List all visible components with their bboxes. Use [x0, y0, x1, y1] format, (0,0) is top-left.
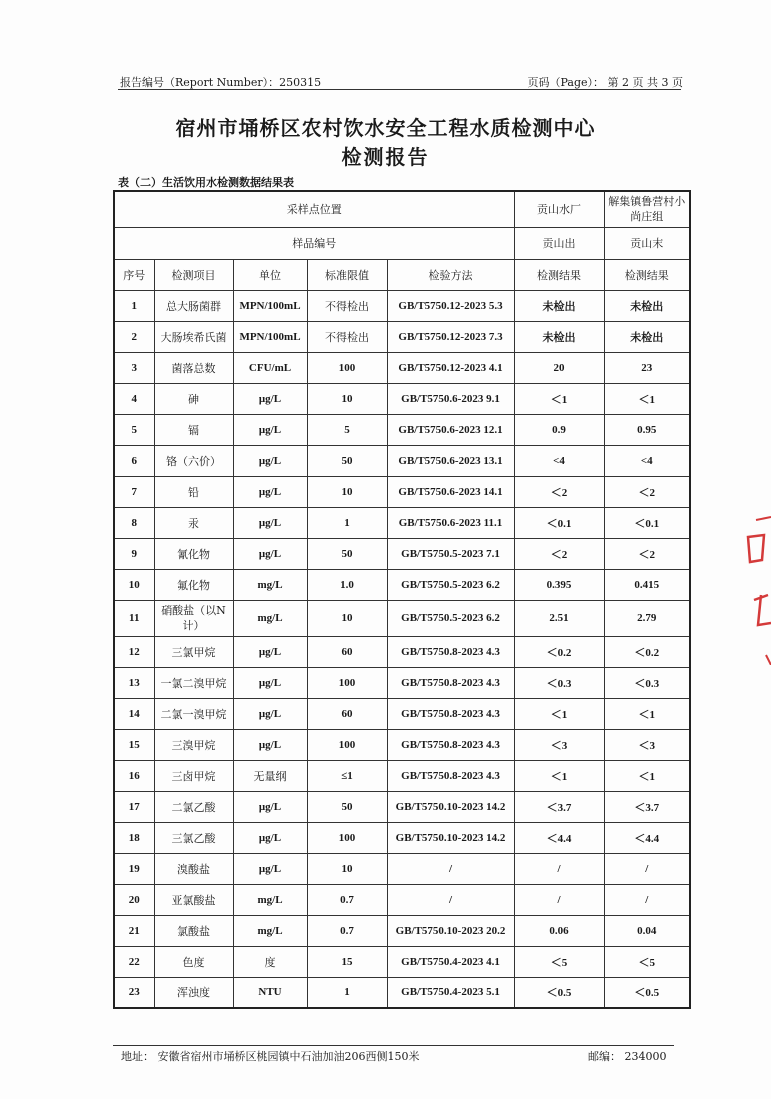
test-method: GB/T5750.12-2023 7.3 — [387, 321, 514, 352]
unit: μg/L — [233, 822, 307, 853]
footer-postcode: 邮编： 234000 — [588, 1050, 667, 1063]
standard-limit: 60 — [307, 698, 387, 729]
unit: μg/L — [233, 507, 307, 538]
header-divider — [118, 89, 681, 90]
result-2: ＜3.7 — [604, 791, 690, 822]
test-method: GB/T5750.6-2023 13.1 — [387, 445, 514, 476]
result-2: ＜1 — [604, 760, 690, 791]
row-index: 19 — [114, 853, 154, 884]
result-2: ＜1 — [604, 383, 690, 414]
unit: μg/L — [233, 698, 307, 729]
item-name: 溴酸盐 — [154, 853, 233, 884]
standard-limit: 100 — [307, 667, 387, 698]
result-2: ＜5 — [604, 946, 690, 977]
result-2: ＜2 — [604, 476, 690, 507]
report-header — [118, 72, 683, 90]
standard-limit: 5 — [307, 414, 387, 445]
standard-limit: 不得检出 — [307, 321, 387, 352]
sample-id-1: 贡山出 — [514, 227, 604, 259]
item-name: 三氯甲烷 — [154, 636, 233, 667]
row-index: 11 — [114, 600, 154, 636]
row-index: 13 — [114, 667, 154, 698]
test-method: GB/T5750.8-2023 4.3 — [387, 667, 514, 698]
standard-limit: 50 — [307, 445, 387, 476]
row-index: 1 — [114, 290, 154, 321]
item-name: 大肠埃希氏菌 — [154, 321, 233, 352]
unit: CFU/mL — [233, 352, 307, 383]
test-method: GB/T5750.8-2023 4.3 — [387, 729, 514, 760]
table-row — [114, 636, 690, 667]
result-1: / — [514, 884, 604, 915]
col-header-result-2: 检测结果 — [604, 259, 690, 290]
test-method: / — [387, 884, 514, 915]
result-2: / — [604, 853, 690, 884]
item-name: 镉 — [154, 414, 233, 445]
row-index: 21 — [114, 915, 154, 946]
result-1: 0.395 — [514, 569, 604, 600]
item-name: 色度 — [154, 946, 233, 977]
table-row — [114, 476, 690, 507]
table-row — [114, 977, 690, 1008]
col-header-unit: 单位 — [233, 259, 307, 290]
row-index: 10 — [114, 569, 154, 600]
result-2: ＜0.5 — [604, 977, 690, 1008]
item-name: 氟化物 — [154, 569, 233, 600]
standard-limit: 0.7 — [307, 884, 387, 915]
unit: MPN/100mL — [233, 290, 307, 321]
standard-limit: 10 — [307, 600, 387, 636]
row-index: 6 — [114, 445, 154, 476]
table-row — [114, 915, 690, 946]
standard-limit: 0.7 — [307, 915, 387, 946]
result-2: 0.95 — [604, 414, 690, 445]
result-2: 未检出 — [604, 290, 690, 321]
standard-limit: ≤1 — [307, 760, 387, 791]
document-subtitle: 检测报告 — [341, 145, 430, 169]
test-method: GB/T5750.6-2023 12.1 — [387, 414, 514, 445]
test-method: GB/T5750.8-2023 4.3 — [387, 760, 514, 791]
test-method: GB/T5750.4-2023 4.1 — [387, 946, 514, 977]
result-1: 20 — [514, 352, 604, 383]
unit: mg/L — [233, 915, 307, 946]
row-index: 22 — [114, 946, 154, 977]
table-row — [114, 445, 690, 476]
result-1: 0.06 — [514, 915, 604, 946]
results-table — [113, 190, 691, 1009]
row-index: 2 — [114, 321, 154, 352]
test-method: GB/T5750.5-2023 6.2 — [387, 569, 514, 600]
standard-limit: 50 — [307, 538, 387, 569]
result-1: <4 — [514, 445, 604, 476]
unit: μg/L — [233, 414, 307, 445]
result-2: 2.79 — [604, 600, 690, 636]
table-row — [114, 414, 690, 445]
unit: MPN/100mL — [233, 321, 307, 352]
test-method: GB/T5750.6-2023 9.1 — [387, 383, 514, 414]
table-row — [114, 791, 690, 822]
item-name: 三氯乙酸 — [154, 822, 233, 853]
unit: mg/L — [233, 884, 307, 915]
table-row — [114, 538, 690, 569]
result-2: ＜1 — [604, 698, 690, 729]
table-row — [114, 884, 690, 915]
unit: 度 — [233, 946, 307, 977]
unit: μg/L — [233, 667, 307, 698]
standard-limit: 100 — [307, 729, 387, 760]
row-index: 3 — [114, 352, 154, 383]
item-name: 总大肠菌群 — [154, 290, 233, 321]
table-row — [114, 352, 690, 383]
row-index: 23 — [114, 977, 154, 1008]
result-1: ＜2 — [514, 538, 604, 569]
table-row — [114, 569, 690, 600]
standard-limit: 1 — [307, 507, 387, 538]
document-title: 宿州市埇桥区农村饮水安全工程水质检测中心 — [175, 116, 596, 140]
unit: NTU — [233, 977, 307, 1008]
report-number: 报告编号（Report Number）：250315 — [120, 76, 322, 89]
result-1: 0.9 — [514, 414, 604, 445]
item-name: 砷 — [154, 383, 233, 414]
result-1: 未检出 — [514, 290, 604, 321]
test-method: GB/T5750.12-2023 4.1 — [387, 352, 514, 383]
test-method: GB/T5750.4-2023 5.1 — [387, 977, 514, 1008]
unit: μg/L — [233, 538, 307, 569]
unit: μg/L — [233, 729, 307, 760]
sample-id-row — [114, 227, 690, 259]
result-2: 0.415 — [604, 569, 690, 600]
item-name: 浑浊度 — [154, 977, 233, 1008]
result-1: 未检出 — [514, 321, 604, 352]
test-method: GB/T5750.10-2023 14.2 — [387, 822, 514, 853]
standard-limit: 10 — [307, 383, 387, 414]
result-2: ＜0.2 — [604, 636, 690, 667]
item-name: 一氯二溴甲烷 — [154, 667, 233, 698]
table-row — [114, 760, 690, 791]
row-index: 9 — [114, 538, 154, 569]
row-index: 15 — [114, 729, 154, 760]
row-index: 7 — [114, 476, 154, 507]
item-name: 二氯乙酸 — [154, 791, 233, 822]
item-name: 硝酸盐（以N计） — [154, 600, 233, 636]
test-method: GB/T5750.6-2023 11.1 — [387, 507, 514, 538]
item-name: 三卤甲烷 — [154, 760, 233, 791]
result-1: ＜1 — [514, 383, 604, 414]
item-name: 氯酸盐 — [154, 915, 233, 946]
unit: μg/L — [233, 383, 307, 414]
result-1: ＜3 — [514, 729, 604, 760]
standard-limit: 10 — [307, 476, 387, 507]
table-row — [114, 822, 690, 853]
standard-limit: 100 — [307, 352, 387, 383]
unit: μg/L — [233, 791, 307, 822]
unit: mg/L — [233, 600, 307, 636]
test-method: / — [387, 853, 514, 884]
standard-limit: 60 — [307, 636, 387, 667]
test-method: GB/T5750.8-2023 4.3 — [387, 698, 514, 729]
table-row — [114, 383, 690, 414]
result-1: ＜0.2 — [514, 636, 604, 667]
result-2: / — [604, 884, 690, 915]
row-index: 12 — [114, 636, 154, 667]
row-index: 18 — [114, 822, 154, 853]
page-info: 页码（Page）： 第 2 页 共 3 页 — [527, 76, 683, 89]
test-method: GB/T5750.5-2023 6.2 — [387, 600, 514, 636]
row-index: 16 — [114, 760, 154, 791]
result-2: ＜2 — [604, 538, 690, 569]
col-header-result-1: 检测结果 — [514, 259, 604, 290]
result-2: ＜0.1 — [604, 507, 690, 538]
item-name: 铬（六价） — [154, 445, 233, 476]
standard-limit: 50 — [307, 791, 387, 822]
result-1: ＜1 — [514, 698, 604, 729]
standard-limit: 10 — [307, 853, 387, 884]
table-row — [114, 290, 690, 321]
sampling-point-label: 采样点位置 — [114, 191, 514, 227]
footer-divider — [113, 1045, 674, 1046]
result-1: ＜0.3 — [514, 667, 604, 698]
standard-limit: 不得检出 — [307, 290, 387, 321]
item-name: 菌落总数 — [154, 352, 233, 383]
row-index: 5 — [114, 414, 154, 445]
result-2: ＜4.4 — [604, 822, 690, 853]
result-2: 未检出 — [604, 321, 690, 352]
stamp-fragment — [736, 515, 771, 665]
result-2: ＜3 — [604, 729, 690, 760]
item-name: 二氯一溴甲烷 — [154, 698, 233, 729]
col-header-item: 检测项目 — [154, 259, 233, 290]
result-1: ＜1 — [514, 760, 604, 791]
item-name: 铅 — [154, 476, 233, 507]
result-1: / — [514, 853, 604, 884]
item-name: 亚氯酸盐 — [154, 884, 233, 915]
footer-address: 地址： 安徽省宿州市埇桥区桃园镇中石油加油206西侧150米 — [121, 1050, 420, 1063]
result-1: ＜0.5 — [514, 977, 604, 1008]
standard-limit: 1.0 — [307, 569, 387, 600]
result-1: ＜4.4 — [514, 822, 604, 853]
test-method: GB/T5750.6-2023 14.1 — [387, 476, 514, 507]
table-caption: 表（二）生活饮用水检测数据结果表 — [118, 176, 294, 189]
table-row — [114, 698, 690, 729]
standard-limit: 1 — [307, 977, 387, 1008]
result-2: 0.04 — [604, 915, 690, 946]
col-header-index: 序号 — [114, 259, 154, 290]
site-1: 贡山水厂 — [514, 191, 604, 227]
unit: 无量纲 — [233, 760, 307, 791]
site-2: 解集镇鲁营村小尚庄组 — [604, 191, 690, 227]
table-row — [114, 507, 690, 538]
result-2: 23 — [604, 352, 690, 383]
row-index: 14 — [114, 698, 154, 729]
table-row — [114, 853, 690, 884]
sampling-point-row — [114, 191, 690, 227]
sample-id-label: 样品编号 — [114, 227, 514, 259]
column-header-row — [114, 259, 690, 290]
result-1: 2.51 — [514, 600, 604, 636]
standard-limit: 15 — [307, 946, 387, 977]
sample-id-2: 贡山末 — [604, 227, 690, 259]
unit: μg/L — [233, 636, 307, 667]
unit: mg/L — [233, 569, 307, 600]
item-name: 汞 — [154, 507, 233, 538]
result-1: ＜2 — [514, 476, 604, 507]
item-name: 氰化物 — [154, 538, 233, 569]
test-method: GB/T5750.12-2023 5.3 — [387, 290, 514, 321]
unit: μg/L — [233, 445, 307, 476]
table-row — [114, 729, 690, 760]
unit: μg/L — [233, 853, 307, 884]
item-name: 三溴甲烷 — [154, 729, 233, 760]
result-2: <4 — [604, 445, 690, 476]
standard-limit: 100 — [307, 822, 387, 853]
result-1: ＜0.1 — [514, 507, 604, 538]
row-index: 20 — [114, 884, 154, 915]
row-index: 17 — [114, 791, 154, 822]
col-header-limit: 标准限值 — [307, 259, 387, 290]
table-row — [114, 600, 690, 636]
test-method: GB/T5750.10-2023 14.2 — [387, 791, 514, 822]
row-index: 4 — [114, 383, 154, 414]
table-row — [114, 946, 690, 977]
table-row — [114, 667, 690, 698]
table-row — [114, 321, 690, 352]
test-method: GB/T5750.5-2023 7.1 — [387, 538, 514, 569]
result-1: ＜5 — [514, 946, 604, 977]
test-method: GB/T5750.8-2023 4.3 — [387, 636, 514, 667]
test-method: GB/T5750.10-2023 20.2 — [387, 915, 514, 946]
result-2: ＜0.3 — [604, 667, 690, 698]
results-table-body — [114, 191, 690, 1008]
unit: μg/L — [233, 476, 307, 507]
row-index: 8 — [114, 507, 154, 538]
col-header-method: 检验方法 — [387, 259, 514, 290]
result-1: ＜3.7 — [514, 791, 604, 822]
